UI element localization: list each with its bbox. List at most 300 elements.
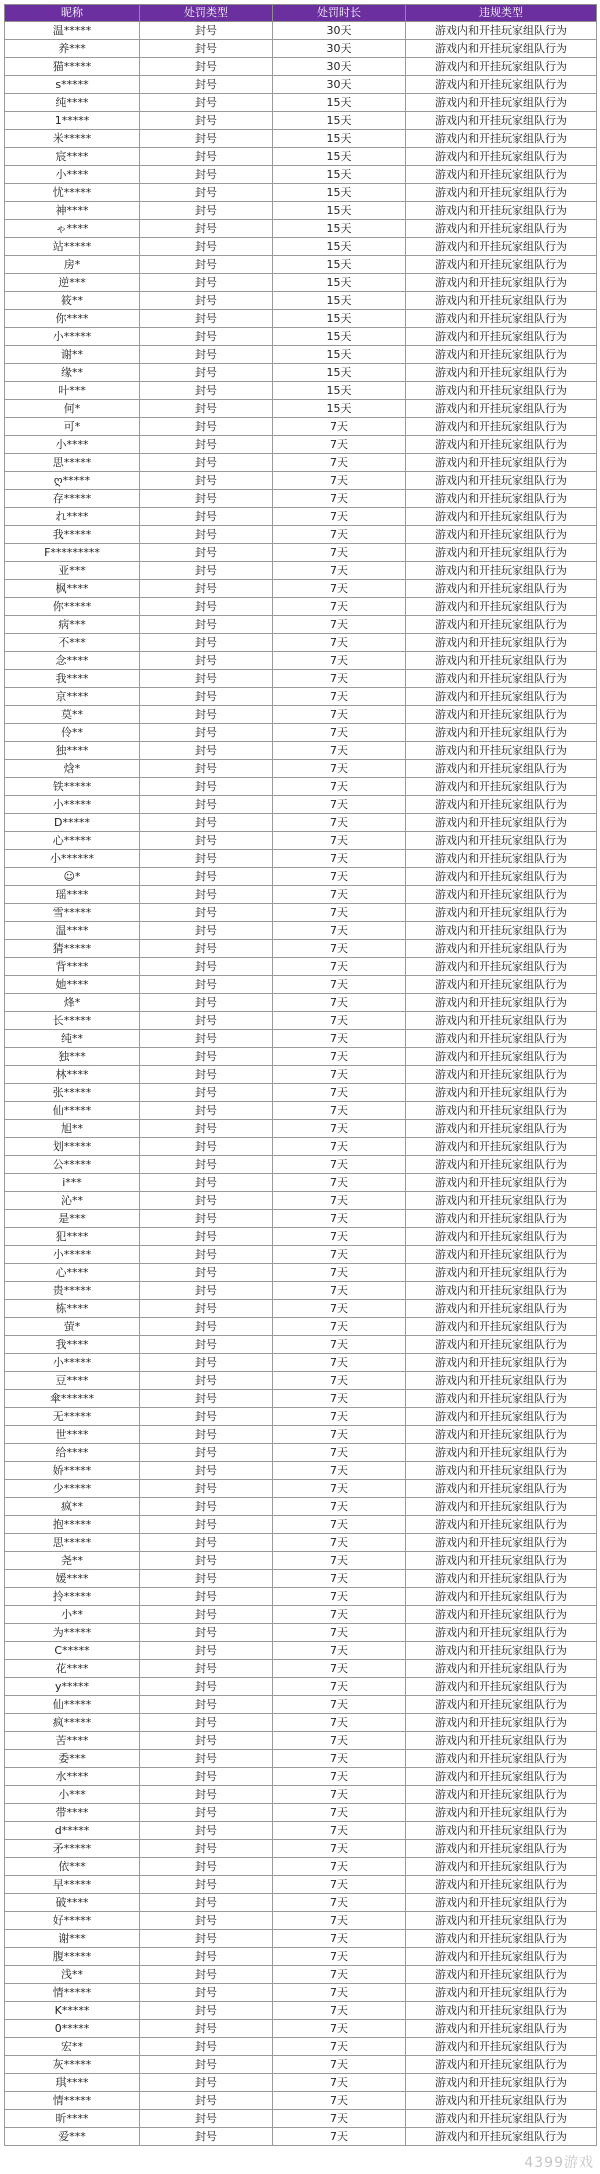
violation-type-cell: 游戏内和开挂玩家组队行为 [406, 1318, 597, 1336]
nickname-cell: 小***** [5, 796, 140, 814]
violation-type-cell: 游戏内和开挂玩家组队行为 [406, 22, 597, 40]
penalty-type-cell: 封号 [140, 130, 273, 148]
violation-type-cell: 游戏内和开挂玩家组队行为 [406, 1444, 597, 1462]
penalty-duration-cell: 7天 [273, 1678, 406, 1696]
violation-type-cell: 游戏内和开挂玩家组队行为 [406, 382, 597, 400]
table-row [5, 1426, 597, 1444]
penalty-duration-cell: 7天 [273, 904, 406, 922]
nickname-cell: 少***** [5, 1480, 140, 1498]
penalty-type-cell: 封号 [140, 1246, 273, 1264]
penalty-duration-cell: 15天 [273, 112, 406, 130]
penalty-type-cell: 封号 [140, 1066, 273, 1084]
penalty-type-cell: 封号 [140, 184, 273, 202]
violation-type-cell: 游戏内和开挂玩家组队行为 [406, 490, 597, 508]
nickname-cell: 贵***** [5, 1282, 140, 1300]
penalty-type-cell: 封号 [140, 1372, 273, 1390]
penalty-duration-cell: 7天 [273, 1624, 406, 1642]
penalty-duration-cell: 7天 [273, 1318, 406, 1336]
nickname-cell: 世**** [5, 1426, 140, 1444]
penalty-type-cell: 封号 [140, 1120, 273, 1138]
nickname-cell: 给**** [5, 1444, 140, 1462]
violation-type-cell: 游戏内和开挂玩家组队行为 [406, 706, 597, 724]
violation-type-cell: 游戏内和开挂玩家组队行为 [406, 1768, 597, 1786]
nickname-cell: 疯** [5, 1498, 140, 1516]
nickname-cell: d***** [5, 1822, 140, 1840]
nickname-cell: 小**** [5, 166, 140, 184]
table-row [5, 2038, 597, 2056]
violation-type-cell: 游戏内和开挂玩家组队行为 [406, 1120, 597, 1138]
table-row [5, 472, 597, 490]
penalty-duration-cell: 7天 [273, 1588, 406, 1606]
table-row [5, 2056, 597, 2074]
table-row [5, 1912, 597, 1930]
nickname-cell: 忧***** [5, 184, 140, 202]
table-row [5, 1336, 597, 1354]
violation-type-cell: 游戏内和开挂玩家组队行为 [406, 1084, 597, 1102]
nickname-cell: i*** [5, 1174, 140, 1192]
table-row [5, 436, 597, 454]
table-row [5, 1012, 597, 1030]
penalty-duration-cell: 7天 [273, 1498, 406, 1516]
nickname-cell: 依*** [5, 1858, 140, 1876]
violation-type-cell: 游戏内和开挂玩家组队行为 [406, 1588, 597, 1606]
penalty-type-cell: 封号 [140, 1606, 273, 1624]
penalty-type-cell: 封号 [140, 148, 273, 166]
nickname-cell: 温***** [5, 22, 140, 40]
violation-type-cell: 游戏内和开挂玩家组队行为 [406, 1786, 597, 1804]
penalty-type-cell: 封号 [140, 778, 273, 796]
violation-type-cell: 游戏内和开挂玩家组队行为 [406, 670, 597, 688]
penalty-duration-cell: 7天 [273, 1480, 406, 1498]
penalty-duration-cell: 7天 [273, 742, 406, 760]
nickname-cell: 猫***** [5, 58, 140, 76]
penalty-type-cell: 封号 [140, 58, 273, 76]
table-row [5, 1696, 597, 1714]
penalty-type-cell: 封号 [140, 958, 273, 976]
table-row [5, 76, 597, 94]
penalty-type-cell: 封号 [140, 1300, 273, 1318]
table-row [5, 1318, 597, 1336]
penalty-duration-cell: 7天 [273, 1822, 406, 1840]
nickname-cell: 拎***** [5, 1588, 140, 1606]
table-row [5, 490, 597, 508]
penalty-type-cell: 封号 [140, 1570, 273, 1588]
violation-type-cell: 游戏内和开挂玩家组队行为 [406, 1678, 597, 1696]
header-penalty-duration: 处罚时长 [273, 5, 406, 22]
table-row [5, 1084, 597, 1102]
nickname-cell: 豆**** [5, 1372, 140, 1390]
penalty-type-cell: 封号 [140, 688, 273, 706]
penalty-type-cell: 封号 [140, 1912, 273, 1930]
penalty-duration-cell: 7天 [273, 1966, 406, 1984]
violation-type-cell: 游戏内和开挂玩家组队行为 [406, 814, 597, 832]
violation-type-cell: 游戏内和开挂玩家组队行为 [406, 634, 597, 652]
table-row [5, 796, 597, 814]
violation-type-cell: 游戏内和开挂玩家组队行为 [406, 2074, 597, 2092]
violation-type-cell: 游戏内和开挂玩家组队行为 [406, 1570, 597, 1588]
penalty-duration-cell: 7天 [273, 652, 406, 670]
violation-type-cell: 游戏内和开挂玩家组队行为 [406, 994, 597, 1012]
penalty-type-cell: 封号 [140, 814, 273, 832]
penalty-duration-cell: 7天 [273, 1876, 406, 1894]
penalty-type-cell: 封号 [140, 1210, 273, 1228]
violation-type-cell: 游戏内和开挂玩家组队行为 [406, 778, 597, 796]
penalty-duration-cell: 7天 [273, 1192, 406, 1210]
table-row [5, 1858, 597, 1876]
nickname-cell: 矛***** [5, 1840, 140, 1858]
violation-type-cell: 游戏内和开挂玩家组队行为 [406, 1264, 597, 1282]
penalty-type-cell: 封号 [140, 1462, 273, 1480]
violation-type-cell: 游戏内和开挂玩家组队行为 [406, 418, 597, 436]
violation-type-cell: 游戏内和开挂玩家组队行为 [406, 130, 597, 148]
penalty-type-cell: 封号 [140, 1894, 273, 1912]
violation-type-cell: 游戏内和开挂玩家组队行为 [406, 40, 597, 58]
penalty-duration-cell: 7天 [273, 2110, 406, 2128]
nickname-cell: 无***** [5, 1408, 140, 1426]
violation-type-cell: 游戏内和开挂玩家组队行为 [406, 598, 597, 616]
nickname-cell: 纯** [5, 1030, 140, 1048]
penalty-type-cell: 封号 [140, 1156, 273, 1174]
nickname-cell: 为***** [5, 1624, 140, 1642]
table-row [5, 742, 597, 760]
violation-type-cell: 游戏内和开挂玩家组队行为 [406, 1876, 597, 1894]
ban-list-table [4, 4, 597, 2146]
table-row [5, 1714, 597, 1732]
violation-type-cell: 游戏内和开挂玩家组队行为 [406, 1048, 597, 1066]
nickname-cell: 神**** [5, 202, 140, 220]
table-row [5, 94, 597, 112]
table-row [5, 1804, 597, 1822]
penalty-type-cell: 封号 [140, 346, 273, 364]
nickname-cell: 仙***** [5, 1102, 140, 1120]
table-row [5, 1120, 597, 1138]
penalty-duration-cell: 7天 [273, 2074, 406, 2092]
nickname-cell: 0***** [5, 2020, 140, 2038]
nickname-cell: 林**** [5, 1066, 140, 1084]
table-row [5, 1354, 597, 1372]
table-row [5, 2002, 597, 2020]
nickname-cell: 早***** [5, 1876, 140, 1894]
table-row [5, 1480, 597, 1498]
nickname-cell: 花**** [5, 1660, 140, 1678]
penalty-duration-cell: 7天 [273, 958, 406, 976]
table-row [5, 1408, 597, 1426]
nickname-cell: 心***** [5, 832, 140, 850]
penalty-type-cell: 封号 [140, 850, 273, 868]
violation-type-cell: 游戏内和开挂玩家组队行为 [406, 1894, 597, 1912]
penalty-type-cell: 封号 [140, 526, 273, 544]
violation-type-cell: 游戏内和开挂玩家组队行为 [406, 544, 597, 562]
table-row [5, 22, 597, 40]
penalty-duration-cell: 15天 [273, 292, 406, 310]
nickname-cell: 旭** [5, 1120, 140, 1138]
nickname-cell: 小**** [5, 436, 140, 454]
penalty-duration-cell: 7天 [273, 922, 406, 940]
penalty-type-cell: 封号 [140, 598, 273, 616]
penalty-type-cell: 封号 [140, 1408, 273, 1426]
penalty-duration-cell: 7天 [273, 2002, 406, 2020]
penalty-duration-cell: 7天 [273, 1084, 406, 1102]
nickname-cell: 不*** [5, 634, 140, 652]
penalty-duration-cell: 7天 [273, 1408, 406, 1426]
nickname-cell: 腹***** [5, 1948, 140, 1966]
violation-type-cell: 游戏内和开挂玩家组队行为 [406, 1066, 597, 1084]
penalty-duration-cell: 7天 [273, 670, 406, 688]
penalty-type-cell: 封号 [140, 1516, 273, 1534]
table-row [5, 418, 597, 436]
penalty-type-cell: 封号 [140, 2110, 273, 2128]
nickname-cell: F********* [5, 544, 140, 562]
nickname-cell: 萤* [5, 1318, 140, 1336]
nickname-cell: 我**** [5, 1336, 140, 1354]
penalty-type-cell: 封号 [140, 2128, 273, 2146]
penalty-type-cell: 封号 [140, 1984, 273, 2002]
violation-type-cell: 游戏内和开挂玩家组队行为 [406, 1642, 597, 1660]
nickname-cell: 小*** [5, 1786, 140, 1804]
penalty-type-cell: 封号 [140, 1354, 273, 1372]
table-row [5, 1660, 597, 1678]
penalty-duration-cell: 30天 [273, 22, 406, 40]
nickname-cell: 逆*** [5, 274, 140, 292]
penalty-type-cell: 封号 [140, 436, 273, 454]
penalty-duration-cell: 7天 [273, 1840, 406, 1858]
violation-type-cell: 游戏内和开挂玩家组队行为 [406, 1696, 597, 1714]
penalty-duration-cell: 7天 [273, 454, 406, 472]
nickname-cell: 浅** [5, 1966, 140, 1984]
table-row [5, 526, 597, 544]
nickname-cell: 仙***** [5, 1696, 140, 1714]
nickname-cell: 情***** [5, 1984, 140, 2002]
table-row [5, 1984, 597, 2002]
nickname-cell: 抱***** [5, 1516, 140, 1534]
table-row [5, 994, 597, 1012]
penalty-duration-cell: 7天 [273, 1786, 406, 1804]
penalty-type-cell: 封号 [140, 2038, 273, 2056]
penalty-type-cell: 封号 [140, 94, 273, 112]
penalty-type-cell: 封号 [140, 868, 273, 886]
violation-type-cell: 游戏内和开挂玩家组队行为 [406, 454, 597, 472]
penalty-type-cell: 封号 [140, 886, 273, 904]
penalty-duration-cell: 15天 [273, 400, 406, 418]
penalty-type-cell: 封号 [140, 1048, 273, 1066]
penalty-duration-cell: 7天 [273, 688, 406, 706]
penalty-duration-cell: 15天 [273, 148, 406, 166]
table-row [5, 292, 597, 310]
penalty-duration-cell: 7天 [273, 724, 406, 742]
nickname-cell: 独*** [5, 1048, 140, 1066]
penalty-duration-cell: 7天 [273, 1948, 406, 1966]
table-row [5, 706, 597, 724]
penalty-type-cell: 封号 [140, 1660, 273, 1678]
penalty-type-cell: 封号 [140, 1858, 273, 1876]
penalty-duration-cell: 15天 [273, 256, 406, 274]
violation-type-cell: 游戏内和开挂玩家组队行为 [406, 1282, 597, 1300]
violation-type-cell: 游戏内和开挂玩家组队行为 [406, 346, 597, 364]
header-violation-type: 违规类型 [406, 5, 597, 22]
violation-type-cell: 游戏内和开挂玩家组队行为 [406, 1210, 597, 1228]
penalty-duration-cell: 7天 [273, 1066, 406, 1084]
table-row [5, 256, 597, 274]
penalty-type-cell: 封号 [140, 1750, 273, 1768]
penalty-duration-cell: 15天 [273, 184, 406, 202]
penalty-type-cell: 封号 [140, 994, 273, 1012]
table-row [5, 1264, 597, 1282]
violation-type-cell: 游戏内和开挂玩家组队行为 [406, 1390, 597, 1408]
penalty-duration-cell: 7天 [273, 1156, 406, 1174]
nickname-cell: 灰***** [5, 2056, 140, 2074]
violation-type-cell: 游戏内和开挂玩家组队行为 [406, 1498, 597, 1516]
table-row [5, 1048, 597, 1066]
penalty-duration-cell: 7天 [273, 508, 406, 526]
penalty-type-cell: 封号 [140, 1588, 273, 1606]
nickname-cell: 水**** [5, 1768, 140, 1786]
penalty-duration-cell: 7天 [273, 544, 406, 562]
penalty-type-cell: 封号 [140, 1138, 273, 1156]
penalty-type-cell: 封号 [140, 1498, 273, 1516]
violation-type-cell: 游戏内和开挂玩家组队行为 [406, 94, 597, 112]
nickname-cell: 好***** [5, 1912, 140, 1930]
penalty-duration-cell: 7天 [273, 562, 406, 580]
nickname-cell: K***** [5, 2002, 140, 2020]
nickname-cell: 划***** [5, 1138, 140, 1156]
penalty-type-cell: 封号 [140, 904, 273, 922]
nickname-cell: 我***** [5, 526, 140, 544]
table-row [5, 760, 597, 778]
penalty-type-cell: 封号 [140, 670, 273, 688]
nickname-cell: s***** [5, 76, 140, 94]
nickname-cell: 栋**** [5, 1300, 140, 1318]
table-row [5, 130, 597, 148]
penalty-duration-cell: 15天 [273, 130, 406, 148]
nickname-cell: れ**** [5, 508, 140, 526]
penalty-duration-cell: 7天 [273, 472, 406, 490]
table-row [5, 832, 597, 850]
penalty-duration-cell: 7天 [273, 1552, 406, 1570]
penalty-duration-cell: 15天 [273, 364, 406, 382]
nickname-cell: 心**** [5, 1264, 140, 1282]
violation-type-cell: 游戏内和开挂玩家组队行为 [406, 2002, 597, 2020]
penalty-type-cell: 封号 [140, 1732, 273, 1750]
nickname-cell: 小** [5, 1606, 140, 1624]
table-row [5, 1966, 597, 1984]
penalty-duration-cell: 7天 [273, 490, 406, 508]
penalty-duration-cell: 7天 [273, 1768, 406, 1786]
penalty-type-cell: 封号 [140, 2092, 273, 2110]
penalty-type-cell: 封号 [140, 2020, 273, 2038]
penalty-duration-cell: 7天 [273, 1570, 406, 1588]
nickname-cell: y***** [5, 1678, 140, 1696]
penalty-type-cell: 封号 [140, 454, 273, 472]
penalty-duration-cell: 7天 [273, 1048, 406, 1066]
violation-type-cell: 游戏内和开挂玩家组队行为 [406, 76, 597, 94]
table-row [5, 616, 597, 634]
table-row [5, 382, 597, 400]
penalty-type-cell: 封号 [140, 364, 273, 382]
violation-type-cell: 游戏内和开挂玩家组队行为 [406, 1300, 597, 1318]
penalty-duration-cell: 7天 [273, 2020, 406, 2038]
penalty-duration-cell: 7天 [273, 1174, 406, 1192]
violation-type-cell: 游戏内和开挂玩家组队行为 [406, 1012, 597, 1030]
nickname-cell: 叶*** [5, 382, 140, 400]
penalty-duration-cell: 7天 [273, 1894, 406, 1912]
penalty-type-cell: 封号 [140, 1876, 273, 1894]
nickname-cell: 1***** [5, 112, 140, 130]
penalty-duration-cell: 7天 [273, 1102, 406, 1120]
penalty-duration-cell: 7天 [273, 1300, 406, 1318]
penalty-duration-cell: 7天 [273, 760, 406, 778]
nickname-cell: 京**** [5, 688, 140, 706]
penalty-type-cell: 封号 [140, 742, 273, 760]
violation-type-cell: 游戏内和开挂玩家组队行为 [406, 2020, 597, 2038]
penalty-type-cell: 封号 [140, 1966, 273, 1984]
table-row [5, 814, 597, 832]
violation-type-cell: 游戏内和开挂玩家组队行为 [406, 1174, 597, 1192]
nickname-cell: 小****** [5, 850, 140, 868]
nickname-cell: 可* [5, 418, 140, 436]
table-row [5, 850, 597, 868]
violation-type-cell: 游戏内和开挂玩家组队行为 [406, 148, 597, 166]
table-row [5, 1822, 597, 1840]
penalty-duration-cell: 7天 [273, 2056, 406, 2074]
table-row [5, 886, 597, 904]
violation-type-cell: 游戏内和开挂玩家组队行为 [406, 1714, 597, 1732]
penalty-duration-cell: 7天 [273, 1660, 406, 1678]
violation-type-cell: 游戏内和开挂玩家组队行为 [406, 1552, 597, 1570]
penalty-duration-cell: 7天 [273, 2128, 406, 2146]
violation-type-cell: 游戏内和开挂玩家组队行为 [406, 976, 597, 994]
penalty-duration-cell: 7天 [273, 1696, 406, 1714]
violation-type-cell: 游戏内和开挂玩家组队行为 [406, 1930, 597, 1948]
penalty-type-cell: 封号 [140, 1102, 273, 1120]
nickname-cell: C***** [5, 1642, 140, 1660]
nickname-cell: 思***** [5, 454, 140, 472]
penalty-duration-cell: 30天 [273, 58, 406, 76]
violation-type-cell: 游戏内和开挂玩家组队行为 [406, 886, 597, 904]
table-row [5, 1930, 597, 1948]
penalty-duration-cell: 7天 [273, 1282, 406, 1300]
nickname-cell: 她**** [5, 976, 140, 994]
penalty-duration-cell: 7天 [273, 1462, 406, 1480]
violation-type-cell: 游戏内和开挂玩家组队行为 [406, 202, 597, 220]
table-row [5, 1390, 597, 1408]
nickname-cell: 何* [5, 400, 140, 418]
violation-type-cell: 游戏内和开挂玩家组队行为 [406, 1606, 597, 1624]
nickname-cell: 伶** [5, 724, 140, 742]
violation-type-cell: 游戏内和开挂玩家组队行为 [406, 688, 597, 706]
table-row [5, 1750, 597, 1768]
nickname-cell: 我**** [5, 670, 140, 688]
table-row [5, 40, 597, 58]
penalty-type-cell: 封号 [140, 1822, 273, 1840]
table-row [5, 580, 597, 598]
penalty-type-cell: 封号 [140, 1030, 273, 1048]
penalty-type-cell: 封号 [140, 112, 273, 130]
table-row [5, 1876, 597, 1894]
penalty-duration-cell: 7天 [273, 1750, 406, 1768]
penalty-type-cell: 封号 [140, 1426, 273, 1444]
penalty-duration-cell: 15天 [273, 202, 406, 220]
penalty-type-cell: 封号 [140, 760, 273, 778]
penalty-type-cell: 封号 [140, 76, 273, 94]
violation-type-cell: 游戏内和开挂玩家组队行为 [406, 1462, 597, 1480]
penalty-type-cell: 封号 [140, 1282, 273, 1300]
penalty-type-cell: 封号 [140, 1318, 273, 1336]
violation-type-cell: 游戏内和开挂玩家组队行为 [406, 1426, 597, 1444]
violation-type-cell: 游戏内和开挂玩家组队行为 [406, 922, 597, 940]
table-row [5, 958, 597, 976]
violation-type-cell: 游戏内和开挂玩家组队行为 [406, 1822, 597, 1840]
table-row [5, 1246, 597, 1264]
